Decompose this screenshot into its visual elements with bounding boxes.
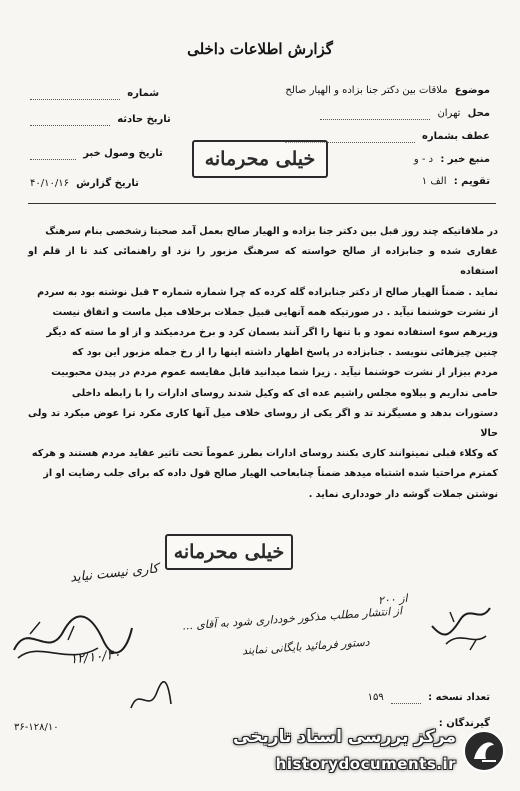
body-line: کمترم مراحتیا شده اشتباه میدهد ضمناً چنابعاحب الهیار صالح قول داده که برای جلب رضایت او از xyxy=(43,468,498,480)
subject-label: موضوع xyxy=(454,85,490,96)
report-body xyxy=(28,222,498,505)
header-divider xyxy=(28,203,496,204)
archive-logo-icon xyxy=(462,729,506,773)
body-line: نوشتن جملات گوشه دار خودداری نماید . xyxy=(308,488,498,500)
classification-stamp-middle: خیلی محرمانه xyxy=(165,534,293,570)
receipt-date-label: تاریخ وصول خبر xyxy=(83,148,163,159)
evaluation-field xyxy=(422,176,490,188)
signature-right xyxy=(420,600,500,660)
body-line: که وکلاء قبلی نمیتوانند کاری بکنند روسای ادارات بطرز عموماً تحت تاثیر عقاید مردم هستند و هرکه xyxy=(31,448,498,460)
receipt-date-dots xyxy=(30,159,76,160)
copies-label: تعداد نسخه : xyxy=(428,692,490,703)
body-line: وزیرهم سوء استفاده نمود و با تنها را اگر آنند بسمان کرد و برخ مردمیکند و از او ما سته که دیگر xyxy=(46,327,498,339)
watermark-url: historydocuments.ir xyxy=(275,755,456,773)
number-dots xyxy=(30,99,120,100)
incident-date-dots xyxy=(30,125,110,126)
report-date-field xyxy=(30,178,139,190)
evaluation-label: تقویم : xyxy=(453,176,490,187)
archive-watermark xyxy=(233,723,510,783)
body-line: از نشرت خوشنما نیآید . در صورتیکه همه آنهایی قبیل جملات برخلاف میل ماست و اتفاق نیست xyxy=(52,306,498,318)
report-date-label: تاریخ گزارش xyxy=(76,178,139,189)
initials-scribble xyxy=(125,678,175,718)
body-line: دستورات بدهد و مسیگرند تد و اگر یکی از روسای خلاف میل آنها کاری مکرد ترا عوض میکرد تد ولی حالا xyxy=(28,407,498,440)
handwritten-top-note: کاری نیست نیاید xyxy=(69,561,160,586)
body-line: چنین چیزهائی ننویسد . جنابزاده در پاسخ اظهار داشته اینها را از رخ جمله مزبور این بود که xyxy=(71,347,498,359)
source-label: منبع خبر : xyxy=(440,154,490,165)
signature-left xyxy=(8,610,138,670)
page-title: گزارش اطلاعات داخلی xyxy=(187,40,333,58)
source-value: د - و xyxy=(413,154,434,165)
body-line: مردم بیزار از نشرت خوشنما نیآید . زیرا شما میدانید قابل مقایسه عموم مردم در پیدن محبوبیت xyxy=(51,367,498,379)
number-label: شماره xyxy=(127,88,160,99)
copies-dots xyxy=(391,703,421,704)
location-value: تهران xyxy=(437,108,461,119)
handwritten-date: ۱۲/۱۰/۴۰ xyxy=(69,647,122,668)
subject-field xyxy=(285,85,490,97)
watermark-name: مرکز بررسی اسناد تاریخی xyxy=(233,727,456,747)
handwritten-left-note: از ۲۰۰ xyxy=(377,591,409,608)
body-line: حامی نداریم و بیلاوه مجلس راشیم عده ای که وکیل شدند روسای ادارات را با رابطه داخلی xyxy=(71,387,498,399)
reference-label: عطف بشماره xyxy=(421,131,490,142)
handwritten-instruction-2: دستور فرمائید بایگانی نمایند xyxy=(241,635,371,658)
source-field xyxy=(414,154,490,166)
body-line: نماید . ضمناً الهیار صالح از دکتر جنابزاده گله کرده که چرا شماره شماره ۳ قبل نوشته بود به سردم xyxy=(37,286,498,298)
incident-date-label: تاریخ حادثه xyxy=(117,114,171,125)
evaluation-value: الف ۱ xyxy=(421,176,447,187)
body-line: غفاری شده و جنابزاده از صالح خواسته که سرهنگ مزبور را نزد او راهنمائی کند تا از قلم او استفاده xyxy=(28,246,498,278)
location-field xyxy=(320,108,490,120)
copies-field xyxy=(368,692,490,704)
document-code: ۳۶-۱۲۸/۱۰ xyxy=(14,722,59,733)
classification-stamp-top: خیلی محرمانه xyxy=(192,140,328,178)
location-label: محل xyxy=(467,108,490,119)
recipients-label: گیرندگان : xyxy=(438,718,490,729)
subject-value: ملاقات بین دکتر جنا بزاده و الهیار صالح xyxy=(285,85,448,96)
receipt-date-field xyxy=(30,148,163,160)
body-line: در ملاقاتیکه چند روز قبل بین دکتر جنا بزاده و الهیار صالح بعمل آمد صحبتا زشخصی بنام سرهنگ xyxy=(45,226,498,237)
incident-date-field xyxy=(30,114,171,126)
number-field xyxy=(30,88,159,100)
location-dots xyxy=(320,119,430,120)
handwritten-instruction-1: از انتشار مطلب مذکور خودداری شود به آقای ... xyxy=(181,604,403,633)
copies-value: ۱۵۹ xyxy=(367,692,384,703)
report-date-value: ۴۰/۱۰/۱۶ xyxy=(30,178,69,189)
